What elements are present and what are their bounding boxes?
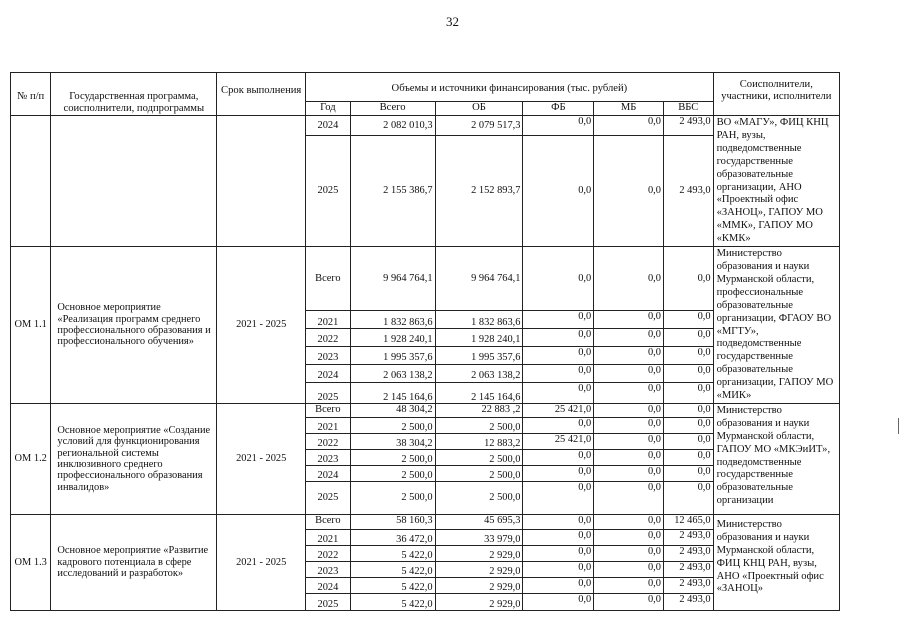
table-cell: 9 964 764,1	[350, 247, 435, 311]
table-cell: 0,0	[594, 561, 664, 577]
table-cell: 0,0	[663, 382, 713, 403]
om11-executors: Министерство образования и науки Мурманской области, профессиональные образовательные организации, ФГАОУ ВО «МГТУ», подведомственные государственные образовательные организации, ГАПОУ МО «МИК»	[713, 247, 839, 404]
header-total: Всего	[350, 102, 435, 116]
header-executors: Соисполнители, участники, исполнители	[713, 73, 839, 116]
table-cell: 2 929,0	[435, 577, 523, 593]
table-cell: 1 832 863,6	[435, 310, 523, 328]
header-mb: МБ	[594, 102, 664, 116]
block0-num-cell	[11, 116, 51, 247]
table-cell: 0,0	[594, 346, 664, 364]
header-year: Год	[306, 102, 350, 116]
table-cell: 0,0	[594, 417, 664, 433]
table-cell: 45 695,3	[435, 514, 523, 529]
table-cell: 58 160,3	[350, 514, 435, 529]
table-cell: 2 500,0	[350, 449, 435, 465]
table-cell: 0,0	[594, 529, 664, 545]
table-cell: 0,0	[523, 116, 594, 136]
block0-executors: ВО «МАГУ», ФИЦ КНЦ РАН, вузы, подведомственные государственные образовательные организации, АНО «Проектный офис «ЗАНОЦ», ГАПОУ МО «ММК», ГАПОУ МО «КМК»	[713, 116, 839, 247]
table-cell: 2024	[306, 577, 350, 593]
table-cell: 2023	[306, 561, 350, 577]
table-cell: 2 500,0	[350, 417, 435, 433]
table-cell: 0,0	[594, 465, 664, 481]
table-cell: 2 929,0	[435, 593, 523, 610]
table-cell: 2021	[306, 417, 350, 433]
table-cell: 0,0	[663, 417, 713, 433]
table-cell: 1 995 357,6	[350, 346, 435, 364]
table-cell: 0,0	[594, 382, 664, 403]
table-cell: 2022	[306, 328, 350, 346]
table-cell: 0,0	[594, 310, 664, 328]
table-cell: 0,0	[663, 247, 713, 311]
table-cell: 0,0	[663, 449, 713, 465]
table-cell: 2 079 517,3	[435, 116, 523, 136]
table-cell: 0,0	[523, 328, 594, 346]
table-cell: 5 422,0	[350, 593, 435, 610]
table-cell: 0,0	[594, 116, 664, 136]
table-cell: 33 979,0	[435, 529, 523, 545]
table-cell: 0,0	[523, 593, 594, 610]
table-cell: 0,0	[663, 403, 713, 417]
table-cell: 2 493,0	[663, 577, 713, 593]
table-cell: 2024	[306, 364, 350, 382]
table-cell: 0,0	[523, 417, 594, 433]
financing-table	[10, 72, 840, 611]
table-cell: 0,0	[523, 346, 594, 364]
table-cell: 0,0	[594, 545, 664, 561]
table-cell: 0,0	[594, 514, 664, 529]
om12-title: Основное мероприятие «Создание условий для функционирования региональной системы инклюзивного среднего профессионального образования инвалидов»	[51, 403, 217, 514]
table-cell: 2 929,0	[435, 561, 523, 577]
header-fb: ФБ	[523, 102, 594, 116]
table-cell: 1 928 240,1	[435, 328, 523, 346]
table-cell: 22 883 ,2	[435, 403, 523, 417]
table-cell: 2023	[306, 449, 350, 465]
table-cell: 0,0	[594, 433, 664, 449]
table-cell: 5 422,0	[350, 545, 435, 561]
table-cell: 5 422,0	[350, 561, 435, 577]
table-cell: 1 832 863,6	[350, 310, 435, 328]
table-cell: 2 500,0	[350, 481, 435, 514]
table-cell: 2 500,0	[435, 465, 523, 481]
table-cell: 0,0	[523, 529, 594, 545]
table-cell: 0,0	[594, 593, 664, 610]
table-cell: 2 082 010,3	[350, 116, 435, 136]
table-cell: 0,0	[523, 481, 594, 514]
om12-executors: Министерство образования и науки Мурманской области, ГАПОУ МО «МКЭиИТ», подведомственные государственные образовательные организации	[713, 403, 839, 514]
om11-title: Основное мероприятие «Реализация программ среднего профессионального образования и профессионального обучения»	[51, 247, 217, 404]
table-cell: 0,0	[523, 364, 594, 382]
table-cell: 25 421,0	[523, 433, 594, 449]
table-cell: 0,0	[663, 481, 713, 514]
table-cell: 0,0	[594, 364, 664, 382]
table-cell: 38 304,2	[350, 433, 435, 449]
table-cell: 2 145 164,6	[435, 382, 523, 403]
om12-num: ОМ 1.2	[11, 403, 51, 514]
table-cell: 2 929,0	[435, 545, 523, 561]
block0-program-cell	[51, 116, 217, 247]
header-funding: Объемы и источники финансирования (тыс. рублей)	[306, 73, 713, 102]
table-cell: 12 883,2	[435, 433, 523, 449]
table-cell: 2 063 138,2	[435, 364, 523, 382]
table-cell: 5 422,0	[350, 577, 435, 593]
block0-term-cell	[217, 116, 306, 247]
page-number: 32	[446, 14, 459, 29]
table-cell: 1 995 357,6	[435, 346, 523, 364]
table-cell: 2 493,0	[663, 593, 713, 610]
table-cell: 0,0	[523, 465, 594, 481]
table-cell: 0,0	[594, 403, 664, 417]
table-cell: 0,0	[663, 346, 713, 364]
table-cell: 2 493,0	[663, 561, 713, 577]
table-cell: 0,0	[523, 545, 594, 561]
header-ob: ОБ	[435, 102, 523, 116]
om13-num: ОМ 1.3	[11, 514, 51, 610]
table-cell: 0,0	[523, 577, 594, 593]
table-cell: 2023	[306, 346, 350, 364]
table-cell: 2 155 386,7	[350, 135, 435, 246]
table-cell: 0,0	[594, 328, 664, 346]
table-cell: 2 493,0	[663, 116, 713, 136]
table-cell: 1 928 240,1	[350, 328, 435, 346]
om11-num: ОМ 1.1	[11, 247, 51, 404]
table-cell: 2 145 164,6	[350, 382, 435, 403]
table-cell: 2 493,0	[663, 135, 713, 246]
table-cell: 36 472,0	[350, 529, 435, 545]
table-cell: 2 500,0	[435, 417, 523, 433]
om13-title: Основное мероприятие «Развитие кадрового потенциала в сфере исследований и разработок»	[51, 514, 217, 610]
table-cell: 0,0	[594, 135, 664, 246]
table-cell: Всего	[306, 403, 350, 417]
table-cell: 0,0	[523, 247, 594, 311]
table-cell: 0,0	[663, 465, 713, 481]
table-cell: 48 304,2	[350, 403, 435, 417]
table-cell: 2 493,0	[663, 529, 713, 545]
table-cell: 0,0	[523, 561, 594, 577]
table-cell: 2 063 138,2	[350, 364, 435, 382]
om13-executors: Министерство образования и науки Мурманской области, ФИЦ КНЦ РАН, вузы, АНО «Проектный офис «ЗАНОЦ»	[713, 514, 839, 610]
table-cell: 0,0	[594, 577, 664, 593]
table-cell: 0,0	[663, 433, 713, 449]
table-cell: 0,0	[523, 382, 594, 403]
header-term: Срок выполнения	[217, 73, 306, 116]
table-cell: Всего	[306, 514, 350, 529]
table-cell: 2 493,0	[663, 545, 713, 561]
table-cell: 2025	[306, 382, 350, 403]
table-cell: 25 421,0	[523, 403, 594, 417]
table-cell: 2024	[306, 116, 350, 136]
table-cell: 2022	[306, 545, 350, 561]
header-num: № п/п	[11, 73, 51, 116]
om13-term: 2021 - 2025	[217, 514, 306, 610]
om11-term: 2021 - 2025	[217, 247, 306, 404]
table-cell: 2022	[306, 433, 350, 449]
table-cell: 0,0	[594, 449, 664, 465]
table-cell: 2021	[306, 310, 350, 328]
table-cell: 0,0	[663, 328, 713, 346]
table-cell: 2021	[306, 529, 350, 545]
table-cell: 0,0	[594, 247, 664, 311]
table-cell: 0,0	[523, 135, 594, 246]
table-cell: 2025	[306, 593, 350, 610]
table-cell: 0,0	[523, 449, 594, 465]
table-cell: 2024	[306, 465, 350, 481]
table-cell: 9 964 764,1	[435, 247, 523, 311]
table-cell: 12 465,0	[663, 514, 713, 529]
table-cell: 0,0	[663, 310, 713, 328]
header-vbs: ВБС	[663, 102, 713, 116]
om12-term: 2021 - 2025	[217, 403, 306, 514]
table-cell: 2 152 893,7	[435, 135, 523, 246]
table-cell: 2025	[306, 135, 350, 246]
table-cell: 2 500,0	[435, 481, 523, 514]
table-cell: 0,0	[663, 364, 713, 382]
table-cell: 0,0	[594, 481, 664, 514]
table-cell: Всего	[306, 247, 350, 311]
table-cell: 2025	[306, 481, 350, 514]
scan-edge-mark	[898, 418, 899, 434]
table-cell: 0,0	[523, 514, 594, 529]
header-program: Государственная программа, соисполнители, подпрограммы	[51, 73, 217, 116]
table-cell: 0,0	[523, 310, 594, 328]
table-cell: 2 500,0	[350, 465, 435, 481]
table-cell: 2 500,0	[435, 449, 523, 465]
